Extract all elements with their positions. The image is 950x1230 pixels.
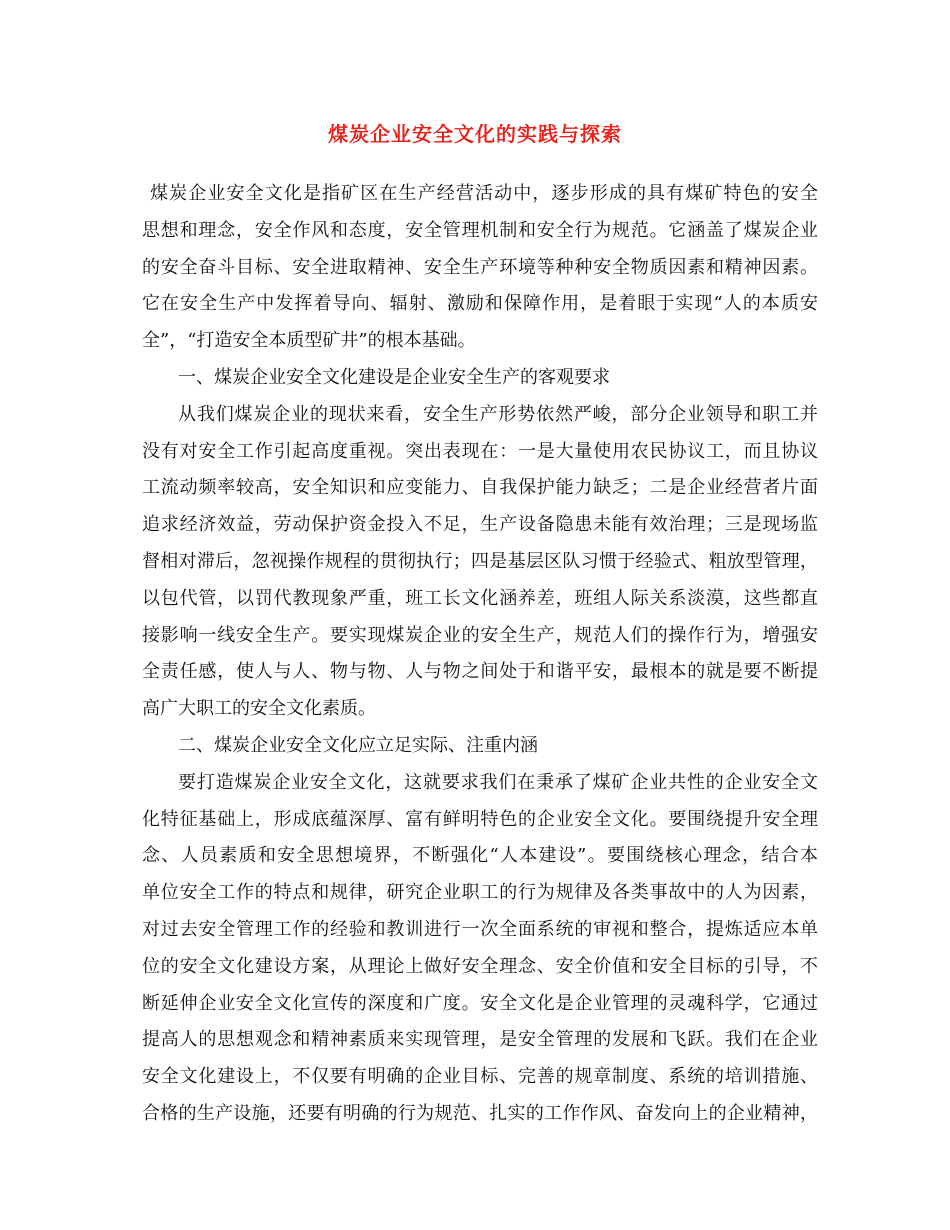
paragraph-1-line-2: 思想和理念，安全作风和态度，安全管理机制和安全行为规范。它涵盖了煤炭企业: [142, 219, 818, 241]
paragraph-2-line-8: 全责任感，使人与人、物与物、人与物之间处于和谐平安，最根本的就是要不断提: [142, 661, 818, 683]
paragraph-3-line-6: 位的安全文化建设方案，从理论上做好安全理念、安全价值和安全目标的引导，不: [142, 955, 818, 977]
paragraph-3-line-9: 安全文化建设上，不仅要有明确的企业目标、完善的规章制度、系统的培训措施、: [142, 1066, 818, 1088]
paragraph-2-line-1: 从我们煤炭企业的现状来看，安全生产形势依然严峻，部分企业领导和职工并: [178, 403, 818, 425]
paragraph-1-line-3: 的安全奋斗目标、安全进取精神、安全生产环境等种种安全物质因素和精神因素。: [142, 256, 818, 278]
section-heading-2: 二、煤炭企业安全文化应立足实际、注重内涵: [178, 734, 538, 756]
paragraph-2-line-9: 高广大职工的安全文化素质。: [142, 698, 376, 720]
paragraph-3-line-5: 对过去安全管理工作的经验和教训进行一次全面系统的审视和整合，提炼适应本单: [142, 918, 818, 940]
paragraph-2-line-6: 以包代管，以罚代教现象严重，班工长文化涵养差，班组人际关系淡漠，这些都直: [142, 587, 818, 609]
paragraph-3-line-7: 断延伸企业安全文化宣传的深度和广度。安全文化是企业管理的灵魂科学，它通过: [142, 992, 818, 1014]
paragraph-3-line-3: 念、人员素质和安全思想境界，不断强化“人本建设”。要围绕核心理念，结合本: [142, 845, 818, 867]
document-title: 煤炭企业安全文化的实践与探索: [328, 122, 622, 146]
document-body: [142, 176, 818, 1133]
paragraph-3-line-1: 要打造煤炭企业安全文化，这就要求我们在秉承了煤矿企业共性的企业安全文: [178, 771, 818, 793]
paragraph-2-line-4: 追求经济效益，劳动保护资金投入不足，生产设备隐患未能有效治理；三是现场监: [142, 514, 818, 536]
paragraph-2-line-7: 接影响一线安全生产。要实现煤炭企业的安全生产，规范人们的操作行为，增强安: [142, 624, 818, 646]
paragraph-3-line-8: 提高人的思想观念和精神素质来实现管理，是安全管理的发展和飞跃。我们在企业: [142, 1029, 818, 1051]
section-heading-1: 一、煤炭企业安全文化建设是企业安全生产的客观要求: [178, 366, 610, 388]
paragraph-2-line-3: 工流动频率较高，安全知识和应变能力、自我保护能力缺乏；二是企业经营者片面: [142, 477, 818, 499]
paragraph-1-line-5: 全”，“打造安全本质型矿井”的根本基础。: [142, 330, 476, 352]
paragraph-1-line-1: 煤炭企业安全文化是指矿区在生产经营活动中，逐步形成的具有煤矿特色的安全: [150, 183, 818, 204]
paragraph-2-line-5: 督相对滞后，忽视操作规程的贯彻执行；四是基层区队习惯于经验式、粗放型管理，: [142, 550, 818, 572]
paragraph-3-line-10: 合格的生产设施，还要有明确的行为规范、扎实的工作作风、奋发向上的企业精神，: [142, 1102, 818, 1124]
paragraph-3-line-4: 单位安全工作的特点和规律，研究企业职工的行为规律及各类事故中的人为因素，: [142, 882, 818, 904]
paragraph-2-line-2: 没有对安全工作引起高度重视。突出表现在：一是大量使用农民协议工，而且协议: [142, 440, 818, 462]
paragraph-3-line-2: 化特征基础上，形成底蕴深厚、富有鲜明特色的企业安全文化。要围绕提升安全理: [142, 808, 818, 830]
paragraph-1-line-4: 它在安全生产中发挥着导向、辐射、激励和保障作用，是着眼于实现“人的本质安: [142, 293, 818, 315]
